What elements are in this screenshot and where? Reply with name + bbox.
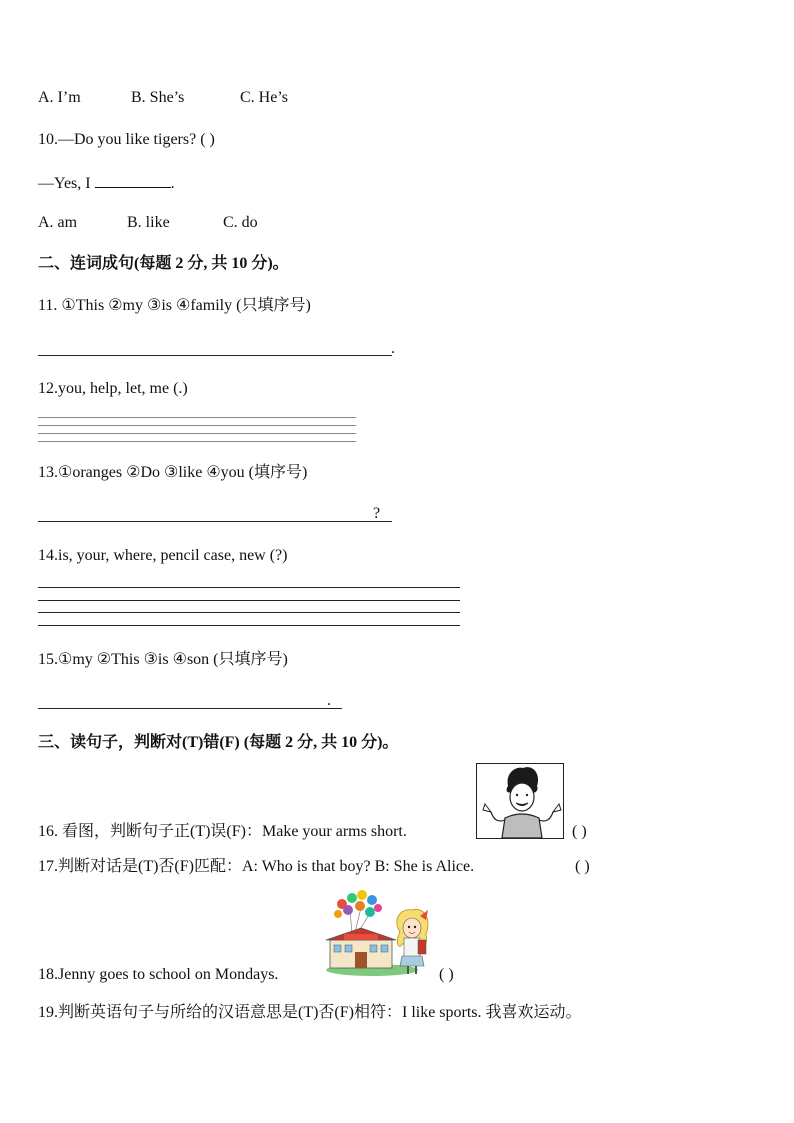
section3-heading: 三、读句子，判断对(T)错(F) (每题 2 分, 共 10 分)。 <box>38 734 399 751</box>
q9-options <box>38 88 288 108</box>
q9-option-a: A. I’m <box>38 89 81 106</box>
q18-school-image <box>322 890 434 978</box>
q11-text: 11. ①This ②my ③is ④family (只填序号) <box>38 297 311 314</box>
q13-answer-line[interactable] <box>38 521 392 522</box>
q18-text: 18.Jenny goes to school on Mondays. <box>38 966 279 983</box>
q10-options <box>38 213 258 233</box>
q13-text: 13.①oranges ②Do ③like ④you (填序号) <box>38 464 308 481</box>
q14-writing-line-4[interactable] <box>38 625 460 626</box>
q14-writing-line-3[interactable] <box>38 612 460 613</box>
school-girl-illustration <box>322 890 434 978</box>
q18-answer-paren[interactable]: ( ) <box>439 966 454 983</box>
q19-text: 19.判断英语句子与所给的汉语意思是(T)否(F)相符：I like sports. 我喜欢运动。 <box>38 1004 582 1021</box>
q14-writing-line-1[interactable] <box>38 587 460 588</box>
q16-text: 16. 看图，判断句子正(T)误(F)：Make your arms short. <box>38 823 407 840</box>
q16-arms-image <box>476 763 564 839</box>
q10-question: 10.—Do you like tigers? ( ) <box>38 131 215 148</box>
q14-text: 14.is, your, where, pencil case, new (?) <box>38 547 288 564</box>
q12-writing-line-3[interactable] <box>38 433 356 434</box>
q11-end-mark: . <box>391 340 395 357</box>
q12-writing-line-1[interactable] <box>38 417 356 418</box>
q10-option-b: B. like <box>127 214 170 231</box>
q17-answer-paren[interactable]: ( ) <box>575 858 590 875</box>
section2-heading: 二、连词成句(每题 2 分, 共 10 分)。 <box>38 255 289 272</box>
q10-answer-line <box>38 172 175 194</box>
q16-answer-paren[interactable]: ( ) <box>572 823 587 840</box>
q12-writing-line-2[interactable] <box>38 425 356 426</box>
q13-end-mark: ? <box>373 505 381 522</box>
q11-answer-line[interactable] <box>38 355 392 356</box>
q15-end-mark: . <box>327 692 331 709</box>
q15-text: 15.①my ②This ③is ④son (只填序号) <box>38 651 288 668</box>
q10-answer-end: . <box>170 175 175 192</box>
q15-answer-line[interactable] <box>38 708 342 709</box>
q9-option-b: B. She’s <box>131 89 185 106</box>
person-shrug-illustration <box>477 764 563 838</box>
q10-option-c: C. do <box>223 214 258 231</box>
q10-answer-prefix: —Yes, I <box>38 175 91 192</box>
q14-writing-line-2[interactable] <box>38 600 460 601</box>
q10-answer-blank[interactable] <box>95 172 171 188</box>
q9-option-c: C. He’s <box>240 89 288 106</box>
q10-option-a: A. am <box>38 214 78 231</box>
q17-text: 17.判断对话是(T)否(F)匹配：A: Who is that boy? B: She is Alice. <box>38 858 475 875</box>
q12-text: 12.you, help, let, me (.) <box>38 380 188 397</box>
q12-writing-line-4[interactable] <box>38 441 356 442</box>
